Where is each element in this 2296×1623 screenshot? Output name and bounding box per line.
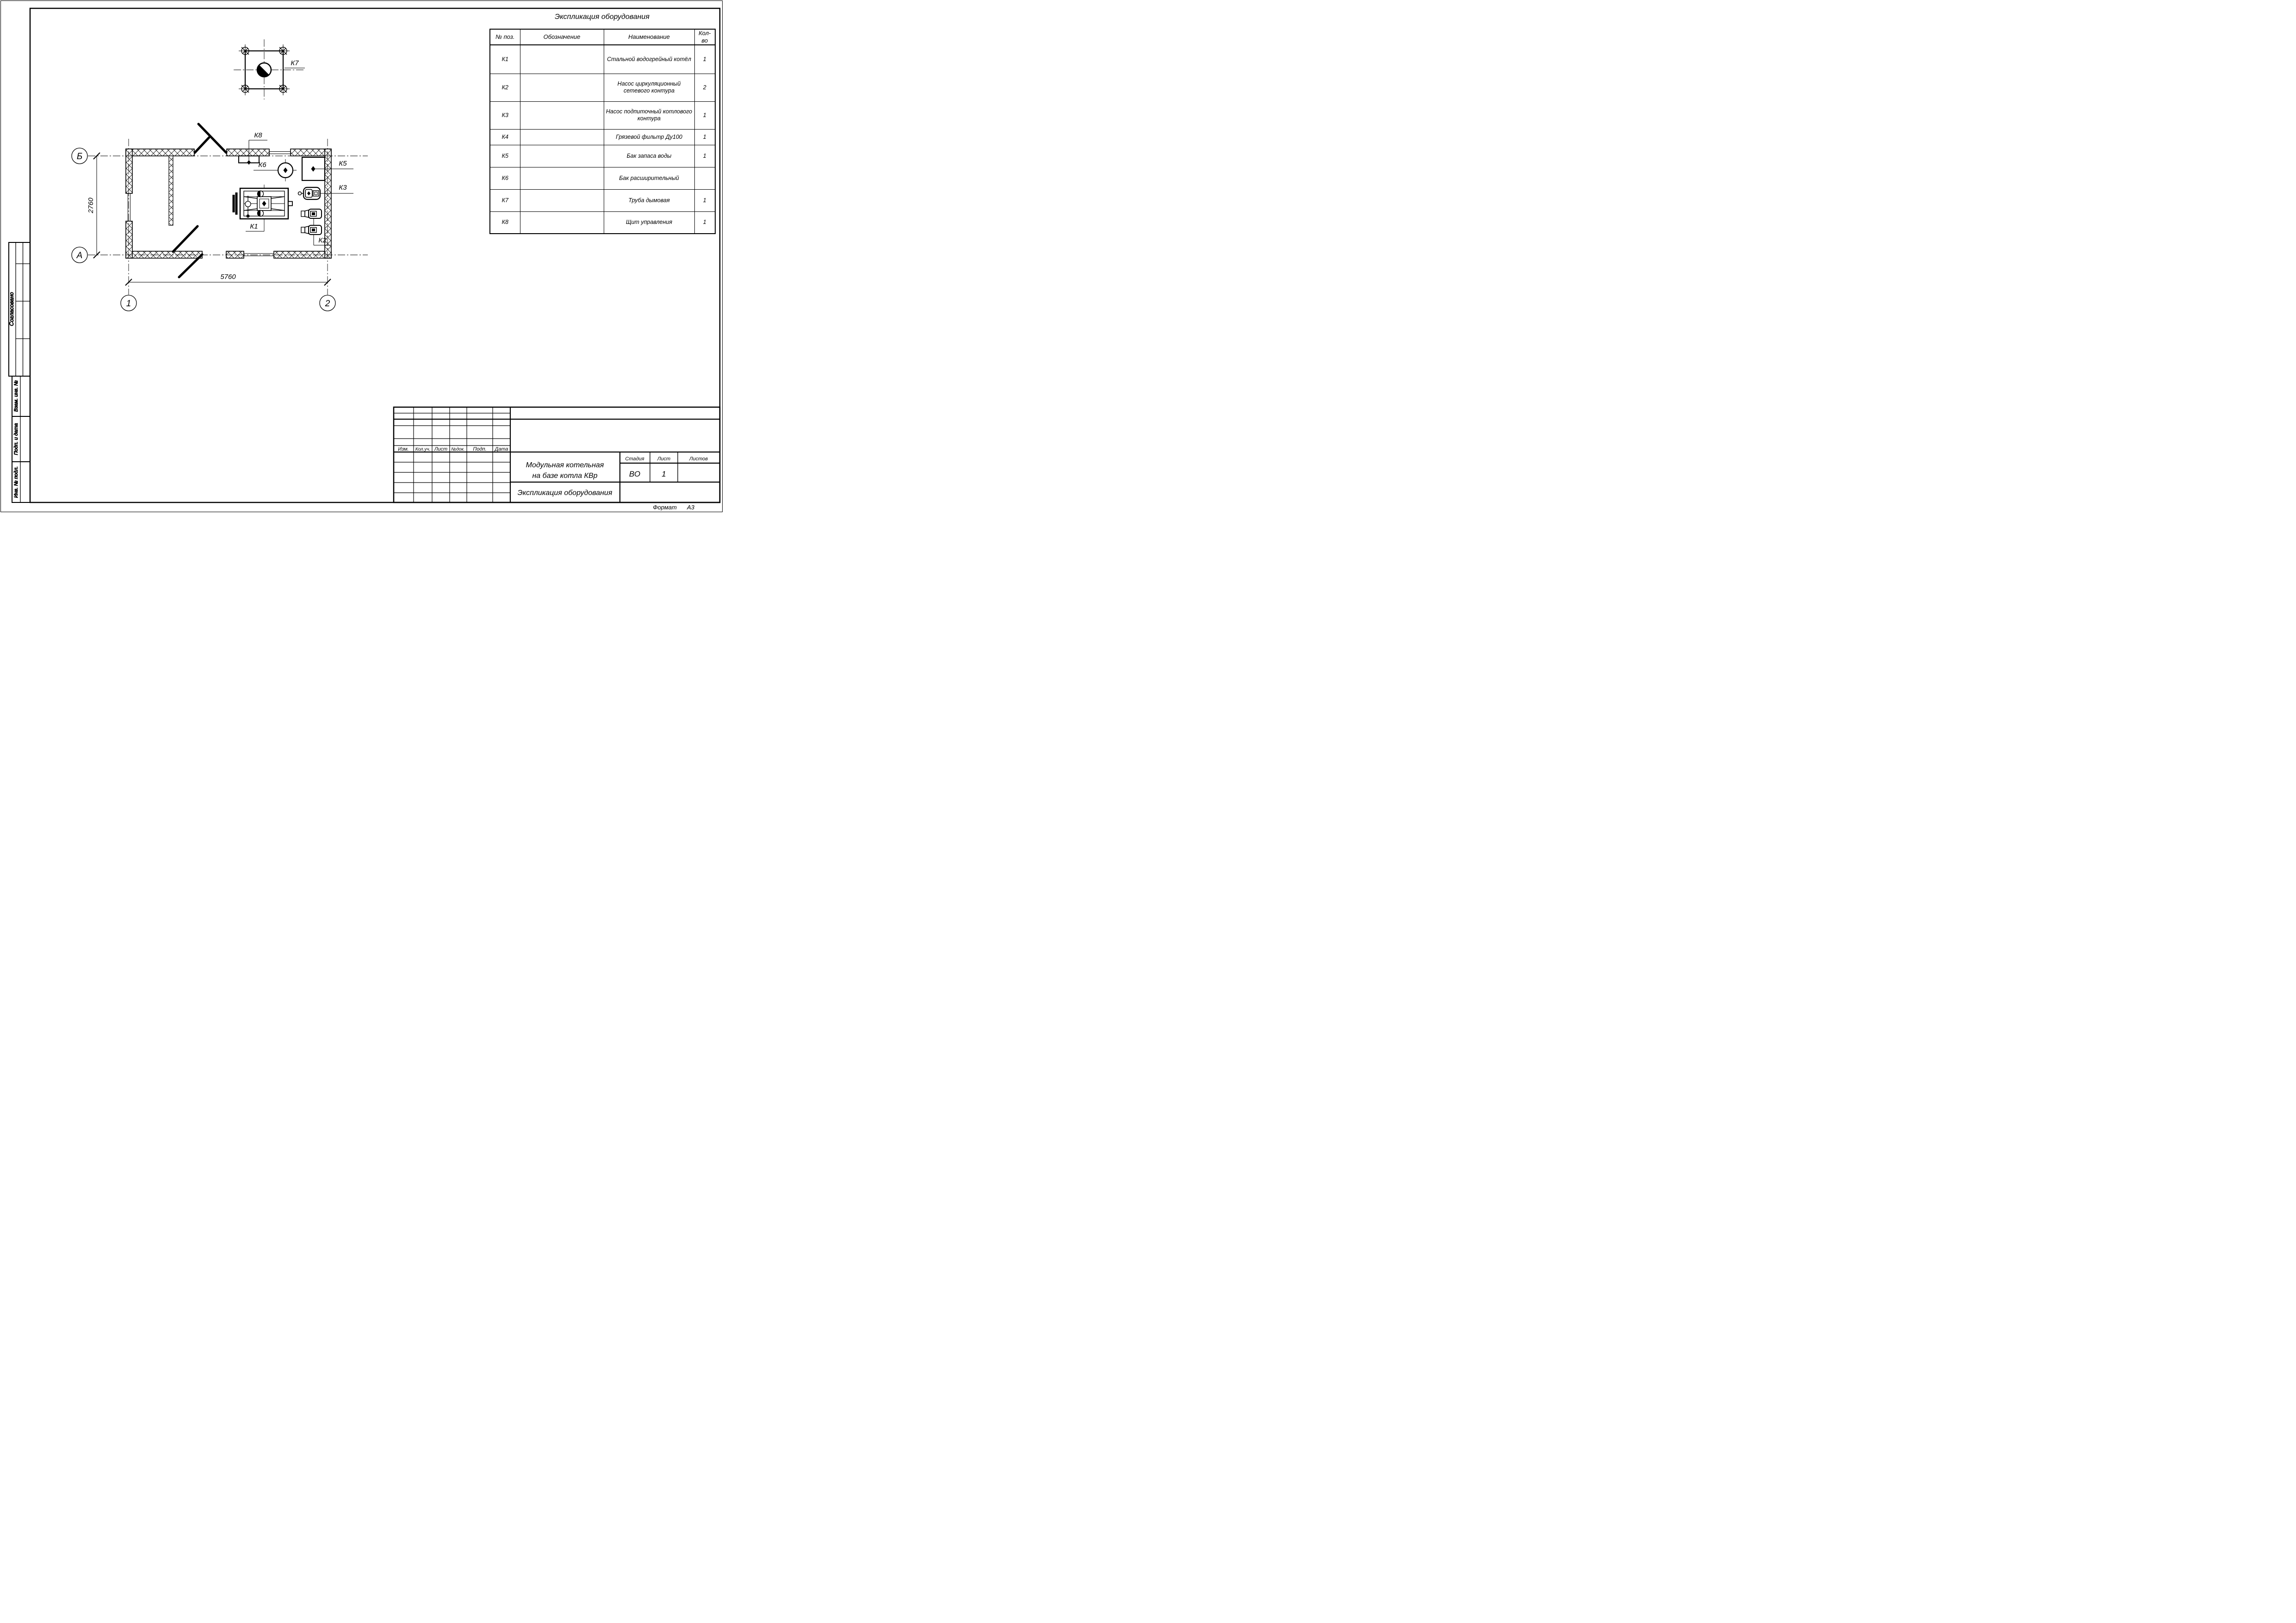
rev-col-list: Лист xyxy=(434,446,448,452)
window-bottom xyxy=(244,251,274,258)
doc-title: Экспликация оборудования xyxy=(517,489,613,497)
stage-label: Стадия xyxy=(625,456,644,462)
cell-qty: 1 xyxy=(694,45,715,74)
project-title-line2: на базе котла КВр xyxy=(532,472,598,480)
cell-qty: 2 xyxy=(694,74,715,101)
cell-designation xyxy=(520,45,604,74)
cell-qty: 1 xyxy=(694,101,715,129)
label-k5: К5 xyxy=(339,160,347,167)
col-pos: № поз. xyxy=(490,29,520,45)
cell-pos: К5 xyxy=(490,145,520,167)
axis-bubble-B: Б xyxy=(76,152,83,161)
walls xyxy=(126,149,331,258)
table-row xyxy=(490,129,715,145)
cell-designation xyxy=(520,101,604,129)
label-k2: К2 xyxy=(318,236,327,244)
format-label: Формат xyxy=(653,504,677,511)
chimney-detail-k7 xyxy=(234,39,305,99)
cell-designation xyxy=(520,145,604,167)
format-value: А3 xyxy=(687,504,694,511)
label-k8: К8 xyxy=(254,131,262,139)
cell-qty: 1 xyxy=(694,145,715,167)
strip-row-0: Взам. инв. № xyxy=(13,380,19,412)
equipment-table xyxy=(489,29,716,234)
title-block-texts xyxy=(398,446,708,511)
door-leaf-top-large xyxy=(198,124,226,153)
cell-name: Бак расширительный xyxy=(604,167,694,189)
cell-name: Стальной водогрейный котёл xyxy=(604,45,694,74)
cell-pos: К3 xyxy=(490,101,520,129)
cell-qty: 1 xyxy=(694,211,715,234)
boiler-k1 xyxy=(234,185,292,231)
window-top xyxy=(269,149,291,156)
approved-label: Согласовано xyxy=(8,292,15,326)
rev-col-koluch: Кол.уч. xyxy=(415,447,431,452)
door-leaf-interior xyxy=(173,226,198,252)
title-block xyxy=(394,407,720,502)
door-leaf-top-small xyxy=(195,137,209,153)
label-k3: К3 xyxy=(339,184,347,192)
cell-designation xyxy=(520,211,604,234)
strip-row-2: Инв. № подл. xyxy=(13,466,19,498)
wall-partition xyxy=(169,156,173,225)
col-designation: Обозначение xyxy=(520,29,604,45)
drawing-sheet xyxy=(0,0,723,513)
cell-pos: К8 xyxy=(490,211,520,234)
label-k1: К1 xyxy=(250,223,258,230)
rev-col-data: Дата xyxy=(495,446,508,452)
cell-pos: К4 xyxy=(490,129,520,145)
cell-pos: К2 xyxy=(490,74,520,101)
table-row xyxy=(490,189,715,211)
table-row xyxy=(490,101,715,129)
cell-name: Насос подпиточный котлового контура xyxy=(604,101,694,129)
cell-qty: 1 xyxy=(694,189,715,211)
col-qty: Кол-во xyxy=(694,29,715,45)
cell-qty xyxy=(694,167,715,189)
cell-name: Труба дымовая xyxy=(604,189,694,211)
table-row xyxy=(490,145,715,167)
table-row xyxy=(490,167,715,189)
sheet-label: Лист xyxy=(657,456,671,462)
cell-designation xyxy=(520,129,604,145)
control-panel-k8 xyxy=(239,131,267,165)
cell-pos: К7 xyxy=(490,189,520,211)
cell-qty: 1 xyxy=(694,129,715,145)
wall-top-left xyxy=(126,149,194,156)
cell-designation xyxy=(520,74,604,101)
rev-col-izm: Изм. xyxy=(398,446,409,452)
cell-designation xyxy=(520,167,604,189)
floor-plan xyxy=(72,39,368,311)
table-row xyxy=(490,74,715,101)
rev-col-podp: Подп. xyxy=(473,446,487,452)
equipment-table-header xyxy=(490,29,715,45)
project-title-line1: Модульная котельная xyxy=(526,461,604,469)
wall-left-lower xyxy=(126,221,132,258)
axis-bubble-A: А xyxy=(76,251,83,260)
axis-bubbles xyxy=(72,148,335,311)
table-row xyxy=(490,211,715,234)
wall-left-upper xyxy=(126,149,132,193)
strip-row-1: Подп. и дата xyxy=(13,423,19,455)
dimensions xyxy=(87,153,331,285)
label-k6: К6 xyxy=(258,161,266,169)
table-row xyxy=(490,45,715,74)
cell-name: Щит управления xyxy=(604,211,694,234)
sheet-value: 1 xyxy=(662,470,666,478)
dim-width: 5760 xyxy=(220,273,236,281)
axis-bubble-2: 2 xyxy=(325,299,330,309)
stage-value: ВО xyxy=(629,470,641,478)
cell-designation xyxy=(520,189,604,211)
rev-col-doc: №док. xyxy=(451,447,465,452)
equipment-table-title: Экспликация оборудования xyxy=(555,13,650,21)
wall-bottom-right xyxy=(274,251,331,258)
wall-bottom-mid xyxy=(226,251,244,258)
cell-name: Бак запаса воды xyxy=(604,145,694,167)
axis-bubble-1: 1 xyxy=(126,299,131,309)
wall-bottom-left xyxy=(126,251,202,258)
label-k7: К7 xyxy=(291,59,299,67)
cell-name: Насос циркуляционный сетевого контура xyxy=(604,74,694,101)
side-strip xyxy=(8,242,30,502)
expansion-tank-k6 xyxy=(254,159,297,181)
col-name: Наименование xyxy=(604,29,694,45)
sheets-label: Листов xyxy=(689,456,708,462)
window-left xyxy=(126,193,132,221)
cell-pos: К1 xyxy=(490,45,520,74)
wall-top-mid xyxy=(227,149,269,156)
cell-pos: К6 xyxy=(490,167,520,189)
dim-height: 2760 xyxy=(87,198,95,213)
cell-name: Грязевой фильтр Ду100 xyxy=(604,129,694,145)
